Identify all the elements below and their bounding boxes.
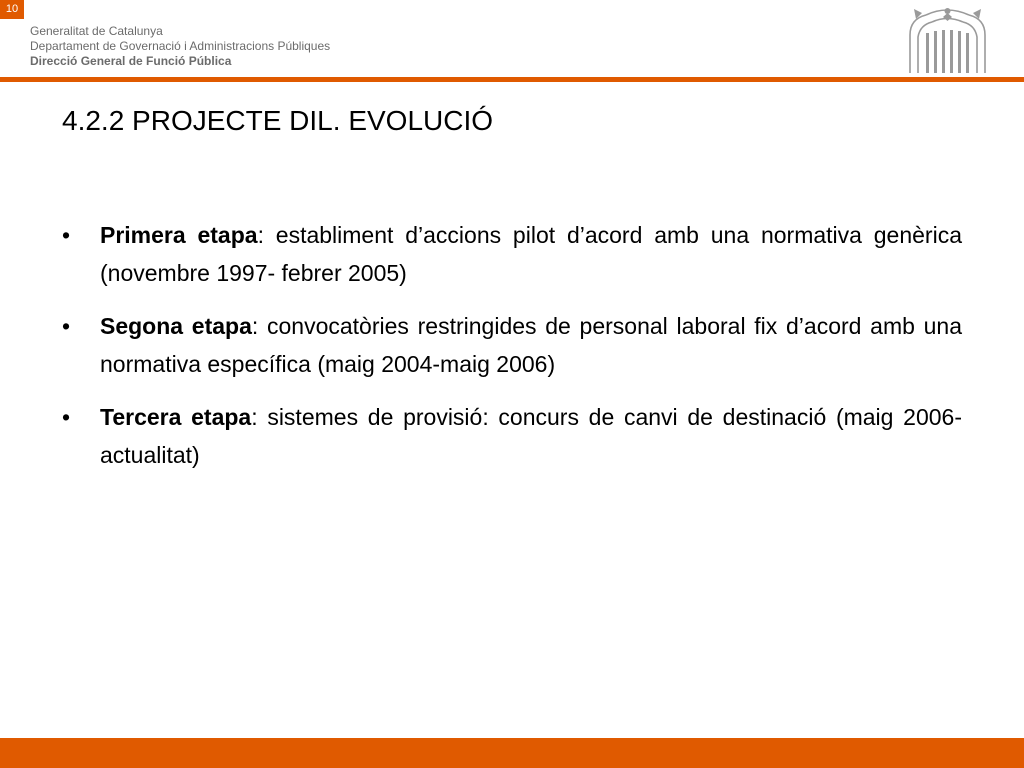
header-rule (0, 77, 1024, 82)
bullet-text: : sistemes de provisió: concurs de canvi de destinació (maig 2006-actualitat) (100, 404, 962, 468)
bullet-item-segona-etapa (62, 307, 962, 383)
org-header (30, 24, 330, 69)
bullet-item-primera-etapa (62, 216, 962, 292)
bullet-term: Segona etapa (100, 313, 252, 339)
footer-bar (0, 738, 1024, 768)
bullet-item-tercera-etapa (62, 398, 962, 474)
generalitat-logo-icon (906, 5, 989, 75)
department-name: Departament de Governació i Administracions Públiques (30, 39, 331, 53)
slide-title: 4.2.2 PROJECTE DIL. EVOLUCIÓ (62, 105, 494, 136)
bullet-term: Primera etapa (100, 222, 258, 248)
bullet-symbol: • (62, 222, 71, 248)
slide-number: 10 (0, 0, 24, 19)
bullet-text: : convocatòries restringides de personal laboral fix d’acord amb una normativa específica (maig 2004-maig 2006) (100, 313, 963, 377)
directorate-name: Direcció General de Funció Pública (30, 54, 232, 68)
bullet-symbol: • (62, 404, 71, 430)
bullet-term: Tercera etapa (100, 404, 252, 430)
org-name: Generalitat de Catalunya (30, 24, 163, 38)
bullet-list (62, 216, 962, 489)
bullet-text: : establiment d’accions pilot d’acord amb una normativa genèrica (novembre 1997- febrer 2005) (100, 222, 962, 286)
bullet-symbol: • (62, 313, 71, 339)
